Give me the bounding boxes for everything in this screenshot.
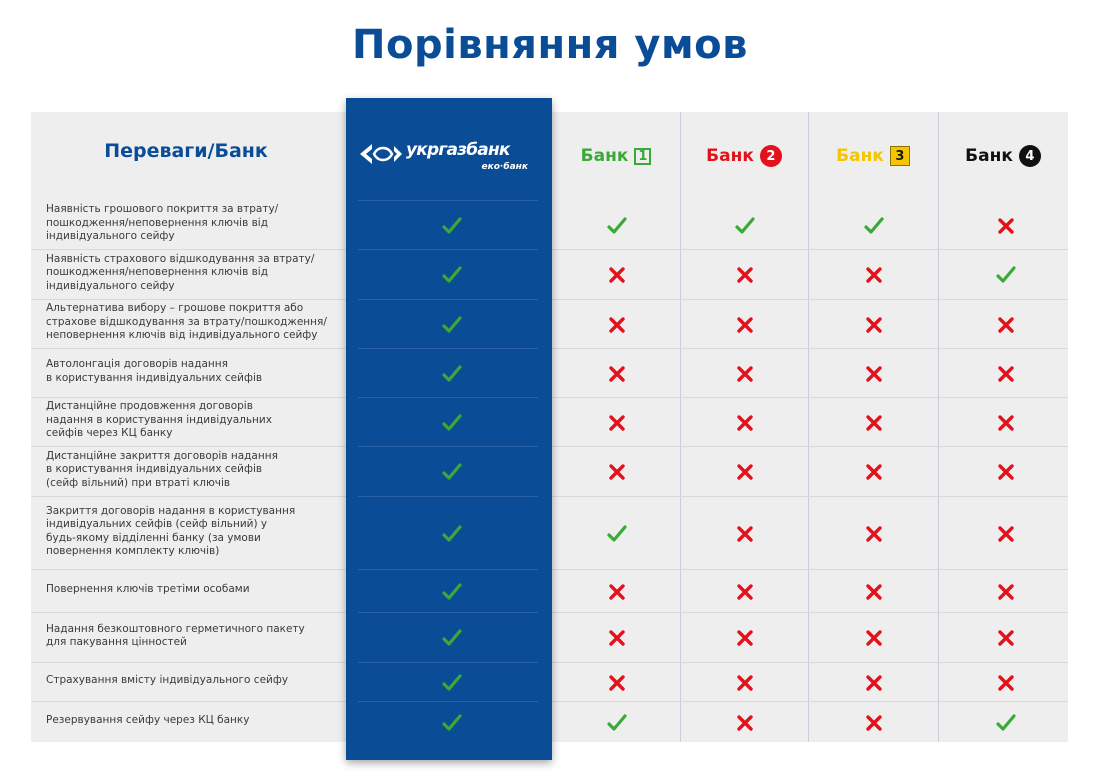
row-divider (358, 397, 538, 398)
page-title: Порівняння умов (352, 22, 748, 68)
check-icon (441, 215, 463, 237)
column-divider (808, 112, 809, 742)
check-icon (995, 264, 1017, 286)
check-icon (734, 215, 756, 237)
cross-icon (606, 581, 628, 603)
row-divider (358, 496, 538, 497)
cross-icon (863, 523, 885, 545)
cross-icon (734, 461, 756, 483)
row-label: Автолонгація договорів надання в користування індивідуальних сейфів (46, 358, 263, 384)
row-divider (358, 348, 538, 349)
cross-icon (863, 314, 885, 336)
ukrgasbank-logo (358, 140, 532, 180)
cross-icon (734, 363, 756, 385)
cross-icon (734, 627, 756, 649)
cross-icon (995, 581, 1017, 603)
logo-subtitle: еко·банк (481, 162, 528, 172)
check-icon (441, 581, 463, 603)
check-icon (441, 461, 463, 483)
row-divider (358, 249, 538, 250)
row-divider (358, 200, 538, 201)
cross-icon (606, 363, 628, 385)
cross-icon (863, 627, 885, 649)
row-label: Повернення ключів третіми особами (46, 582, 250, 595)
check-icon (995, 712, 1017, 734)
cross-icon (734, 523, 756, 545)
row-label: Наявність страхового відшкодування за втрату/ пошкодження/неповернення ключів від індивідуального сейфу (46, 252, 315, 292)
bank-1-header (552, 144, 680, 168)
cross-icon (995, 314, 1017, 336)
cross-icon (734, 264, 756, 286)
cross-icon (734, 314, 756, 336)
check-icon (606, 712, 628, 734)
cross-icon (606, 672, 628, 694)
bank-number-badge: 2 (760, 145, 782, 167)
logo-mark-icon (358, 140, 404, 168)
row-divider (358, 446, 538, 447)
check-icon (441, 314, 463, 336)
cross-icon (863, 672, 885, 694)
cross-icon (995, 363, 1017, 385)
cross-icon (606, 627, 628, 649)
cross-icon (863, 461, 885, 483)
column-divider (938, 112, 939, 742)
cross-icon (606, 461, 628, 483)
cross-icon (606, 314, 628, 336)
check-icon (606, 523, 628, 545)
row-divider (358, 299, 538, 300)
check-icon (441, 412, 463, 434)
row-label: Надання безкоштовного герметичного пакету для пакування цінностей (46, 622, 305, 648)
column-divider (680, 112, 681, 742)
row-label: Закриття договорів надання в користування індивідуальних сейфів (сейф вільний) у будь-якому відділенні банку (за умови повернення комплекту ключів) (46, 504, 296, 557)
cross-icon (995, 215, 1017, 237)
row-label: Страхування вмісту індивідуального сейфу (46, 673, 289, 686)
row-label: Дистанційне закриття договорів надання в користування індивідуальних сейфів (сейф вільний) при втраті ключів (46, 449, 278, 489)
bank-number-badge: 3 (890, 146, 910, 166)
check-icon (441, 712, 463, 734)
row-divider (358, 701, 538, 702)
row-divider (358, 612, 538, 613)
cross-icon (734, 412, 756, 434)
cross-icon (863, 412, 885, 434)
row-label: Резервування сейфу через КЦ банку (46, 713, 250, 726)
header-label: Переваги/Банк (104, 140, 268, 162)
bank-name: Банк (836, 146, 884, 166)
check-icon (441, 363, 463, 385)
check-icon (441, 264, 463, 286)
check-icon (441, 627, 463, 649)
bank-number-badge: 4 (1019, 145, 1041, 167)
cross-icon (995, 523, 1017, 545)
cross-icon (863, 581, 885, 603)
row-divider (358, 569, 538, 570)
row-label: Наявність грошового покриття за втрату/ пошкодження/неповернення ключів від індивідуального сейфу (46, 203, 279, 243)
cross-icon (606, 264, 628, 286)
cross-icon (995, 461, 1017, 483)
check-icon (606, 215, 628, 237)
cross-icon (863, 264, 885, 286)
cross-icon (995, 672, 1017, 694)
bank-name: Банк (965, 146, 1013, 166)
logo-name: укргазбанк (406, 140, 510, 160)
bank-2-header (680, 144, 808, 168)
cross-icon (734, 581, 756, 603)
cross-icon (995, 627, 1017, 649)
cross-icon (734, 672, 756, 694)
cross-icon (606, 412, 628, 434)
cross-icon (995, 412, 1017, 434)
row-divider (358, 662, 538, 663)
check-icon (863, 215, 885, 237)
bank-name: Банк (580, 146, 629, 166)
bank-3-header (808, 144, 938, 168)
bank-name: Банк (706, 146, 754, 166)
check-icon (441, 523, 463, 545)
cross-icon (863, 363, 885, 385)
cross-icon (863, 712, 885, 734)
row-label: Дистанційне продовження договорів надання в користування індивідуальних сейфів через КЦ банку (46, 400, 272, 440)
bank-4-header (938, 144, 1068, 168)
cross-icon (734, 712, 756, 734)
row-label: Альтернатива вибору – грошове покриття або страхове відшкодування за втрату/пошкодження/ неповернення ключів від індивідуального сейфу (46, 302, 327, 342)
check-icon (441, 672, 463, 694)
bank-number-badge: 1 (634, 148, 651, 165)
